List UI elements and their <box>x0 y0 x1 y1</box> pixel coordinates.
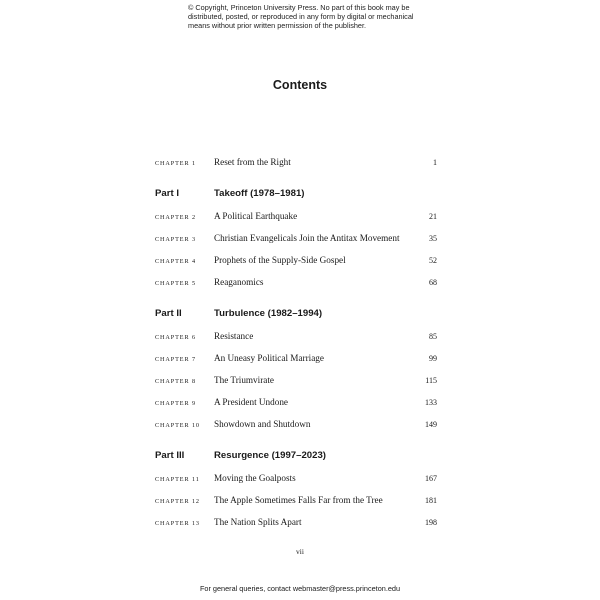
chapter-title: Moving the Goalposts <box>214 473 296 483</box>
chapter-label: CHAPTER 9 <box>155 400 196 407</box>
toc-part-1 <box>155 188 437 202</box>
chapter-title: Reaganomics <box>214 277 264 287</box>
chapter-label: CHAPTER 6 <box>155 334 196 341</box>
toc-chapter-6 <box>155 331 437 345</box>
page-number: vii <box>296 547 304 556</box>
page-title: Contents <box>272 78 328 92</box>
chapter-page: 85 <box>429 332 437 341</box>
chapter-page: 99 <box>429 354 437 363</box>
toc-chapter-10 <box>155 419 437 433</box>
chapter-label: CHAPTER 11 <box>155 476 200 483</box>
chapter-page: 115 <box>425 376 437 385</box>
chapter-title: Showdown and Shutdown <box>214 419 311 429</box>
toc-chapter-11 <box>155 473 437 487</box>
chapter-page: 167 <box>425 474 437 483</box>
chapter-label: CHAPTER 7 <box>155 356 196 363</box>
chapter-title: The Apple Sometimes Falls Far from the Tree <box>214 495 383 505</box>
chapter-label: CHAPTER 10 <box>155 422 200 429</box>
chapter-title: The Triumvirate <box>214 375 274 385</box>
chapter-page: 149 <box>425 420 437 429</box>
toc-chapter-12 <box>155 495 437 509</box>
chapter-label: CHAPTER 1 <box>155 160 196 167</box>
toc-chapter-8 <box>155 375 437 389</box>
chapter-page: 181 <box>425 496 437 505</box>
chapter-label: CHAPTER 12 <box>155 498 200 505</box>
toc-chapter-9 <box>155 397 437 411</box>
chapter-title: Christian Evangelicals Join the Antitax Movement <box>214 233 400 243</box>
part-title: Takeoff (1978–1981) <box>214 188 305 199</box>
toc-chapter-7 <box>155 353 437 367</box>
chapter-label: CHAPTER 8 <box>155 378 196 385</box>
part-title: Resurgence (1997–2023) <box>214 450 326 461</box>
toc-part-2 <box>155 308 437 322</box>
toc-part-3 <box>155 450 437 464</box>
chapter-page: 1 <box>433 158 437 167</box>
footer-contact: For general queries, contact webmaster@press.princeton.edu <box>199 584 401 593</box>
chapter-title: An Uneasy Political Marriage <box>214 353 324 363</box>
toc-chapter-3 <box>155 233 437 247</box>
chapter-page: 198 <box>425 518 437 527</box>
copyright-notice: © Copyright, Princeton University Press. No part of this book may be distributed, posted, or reproduced in any form by digital or mechanical means without prior written permission of the publisher. <box>188 3 414 30</box>
toc-chapter-5 <box>155 277 437 291</box>
chapter-title: Prophets of the Supply-Side Gospel <box>214 255 346 265</box>
part-title: Turbulence (1982–1994) <box>214 308 323 319</box>
chapter-page: 21 <box>429 212 437 221</box>
chapter-label: CHAPTER 3 <box>155 236 196 243</box>
chapter-page: 68 <box>429 278 437 287</box>
chapter-label: CHAPTER 5 <box>155 280 196 287</box>
chapter-title: A Political Earthquake <box>214 211 298 221</box>
chapter-label: CHAPTER 4 <box>155 258 196 265</box>
chapter-title: The Nation Splits Apart <box>214 517 302 527</box>
toc-chapter-2 <box>155 211 437 225</box>
chapter-page: 52 <box>429 256 437 265</box>
chapter-label: CHAPTER 2 <box>155 214 196 221</box>
chapter-page: 133 <box>425 398 437 407</box>
toc-chapter-13 <box>155 517 437 531</box>
chapter-title: Reset from the Right <box>214 157 291 167</box>
chapter-title: Resistance <box>214 331 254 341</box>
part-label: Part I <box>155 188 179 199</box>
toc-chapter-1 <box>155 157 437 171</box>
chapter-title: A President Undone <box>214 397 289 407</box>
part-label: Part II <box>155 308 182 319</box>
part-label: Part III <box>155 450 185 461</box>
chapter-label: CHAPTER 13 <box>155 520 200 527</box>
chapter-page: 35 <box>429 234 437 243</box>
toc-chapter-4 <box>155 255 437 269</box>
